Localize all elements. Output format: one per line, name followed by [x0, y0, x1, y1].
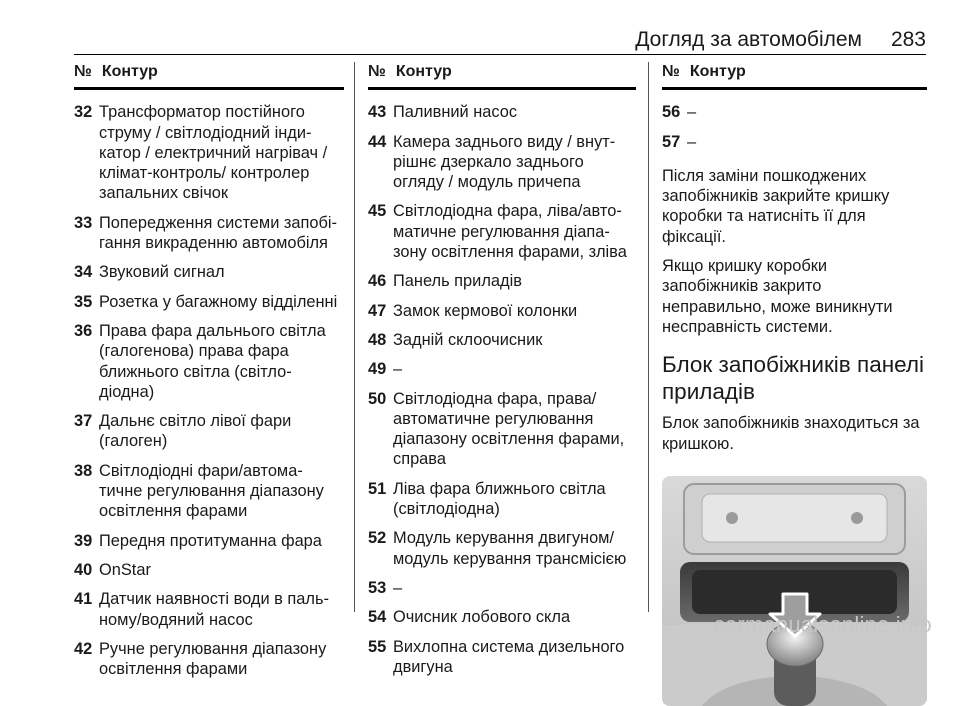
table-row [74, 102, 344, 203]
fuse-circuit: OnStar [99, 560, 151, 579]
fuse-circuit: Паливний насос [393, 103, 518, 122]
page-header [74, 28, 926, 55]
column-divider [354, 62, 355, 612]
fuse-number: 51 [368, 479, 387, 498]
fuse-circuit: – [393, 578, 403, 597]
fuse-number: 48 [368, 330, 387, 349]
fuse-number: 52 [368, 529, 387, 548]
section-title: Блок запобіжників панелі приладів [662, 352, 925, 405]
table-header [74, 62, 344, 90]
fuse-number: 44 [368, 132, 387, 151]
fuse-number: 33 [74, 213, 93, 232]
fuse-number: 38 [74, 461, 93, 480]
table-row [74, 292, 344, 312]
fuse-circuit: Передня протитуманна фара [99, 531, 322, 550]
fuse-circuit: Права фара дальнього світла (галогенова) права фара ближнього світла (світло-діодна) [99, 321, 326, 401]
fuse-number: 42 [74, 639, 93, 658]
column-1 [74, 62, 344, 688]
table-row [368, 301, 636, 321]
fuse-circuit: Панель приладів [393, 272, 522, 291]
fuse-circuit: Камера заднього виду / внут-рішнє дзеркало заднього огляду / модуль причепа [393, 132, 616, 192]
header-circuit: Контур [101, 63, 158, 80]
table-row [368, 479, 636, 520]
table-row [74, 560, 344, 580]
fuse-number: 32 [74, 103, 93, 122]
fuse-circuit: Ліва фара ближнього світла (світлодіодна) [393, 479, 606, 519]
fuse-number: 40 [74, 560, 93, 579]
fuse-number: 47 [368, 301, 387, 320]
page-number: 283 [890, 28, 926, 51]
table-row [74, 461, 344, 522]
fuse-circuit: Ручне регулювання діапазону освітлення фарами [99, 639, 327, 679]
watermark: carmanualsonline.info [713, 612, 932, 637]
table-row [662, 102, 927, 122]
page-title: Догляд за автомобілем [635, 28, 862, 51]
fuse-number: 46 [368, 272, 387, 291]
fuse-box-photo [662, 476, 927, 706]
table-row [368, 132, 636, 193]
fuse-circuit: Звуковий сигнал [99, 263, 225, 282]
fuse-circuit: – [687, 132, 697, 151]
fuse-circuit: Задній склоочисник [393, 330, 543, 349]
table-row [368, 578, 636, 598]
column-3 [662, 62, 927, 706]
fuse-circuit: Розетка у багажному відділенні [99, 292, 338, 311]
table-row [74, 639, 344, 680]
table-row [368, 389, 636, 470]
table-row [368, 102, 636, 122]
fuse-circuit: Попередження системи запобі-гання викраденню автомобіля [99, 213, 338, 253]
fuse-number: 54 [368, 608, 387, 627]
table-row [368, 607, 636, 627]
header-number: № [368, 63, 386, 80]
table-row [368, 528, 636, 569]
fuse-circuit: Дальнє світло лівої фари (галоген) [99, 412, 292, 451]
fuse-number: 53 [368, 578, 387, 597]
header-circuit: Контур [395, 63, 452, 80]
fuse-number: 45 [368, 202, 387, 221]
fuse-number: 39 [74, 531, 93, 550]
fuse-number: 55 [368, 637, 387, 656]
column-divider [648, 62, 649, 612]
table-header [662, 62, 927, 90]
table-row [74, 321, 344, 402]
fuse-circuit: – [393, 360, 403, 379]
fuse-circuit: Замок кермової колонки [393, 301, 578, 320]
fuse-circuit: Очисник лобового скла [393, 608, 571, 627]
fuse-number: 34 [74, 263, 93, 282]
header-circuit: Контур [689, 63, 746, 80]
table-header [368, 62, 636, 90]
header-number: № [662, 63, 680, 80]
fuse-circuit: Датчик наявності води в паль-ному/водяний насос [99, 590, 329, 629]
paragraph: Якщо кришку коробки запобіжників закрито неправильно, може виникнути несправність системи. [662, 257, 893, 336]
table-row [368, 330, 636, 350]
fuse-circuit: – [687, 103, 697, 122]
table-row [368, 201, 636, 262]
table-row [368, 271, 636, 291]
table-row [74, 213, 344, 254]
section-text: Блок запобіжників знаходиться за кришкою. [662, 414, 920, 453]
header-number: № [74, 63, 92, 80]
fuse-circuit: Вихлопна система дизельного двигуна [393, 637, 625, 676]
fuse-number: 37 [74, 412, 93, 431]
fuse-number: 50 [368, 389, 387, 408]
fuse-number: 36 [74, 321, 93, 340]
table-row [74, 411, 344, 452]
fuse-number: 56 [662, 103, 681, 122]
fuse-number: 35 [74, 292, 93, 311]
table-row [74, 531, 344, 551]
fuse-circuit: Світлодіодні фари/автома-тичне регулювання діапазону освітлення фарами [99, 461, 324, 521]
paragraph: Після заміни пошкоджених запобіжників закрийте кришку коробки та натисніть її для фіксації. [662, 166, 890, 246]
fuse-number: 49 [368, 360, 387, 379]
fuse-number: 41 [74, 590, 93, 609]
fuse-number: 57 [662, 132, 681, 151]
fuse-circuit: Трансформатор постійного струму / світлодіодний інди-катор / електричний нагрівач / клімат-контроль/ контролер запальних свічок [99, 103, 328, 203]
column-2 [368, 62, 636, 686]
table-row [74, 589, 344, 630]
table-row [74, 262, 344, 282]
fuse-circuit: Світлодіодна фара, права/ автоматичне регулювання діапазону освітлення фарами, справа [393, 389, 625, 469]
fuse-circuit: Світлодіодна фара, ліва/авто-матичне регулювання діапа-зону освітлення фарами, зліва [393, 202, 627, 262]
fuse-circuit: Модуль керування двигуном/ модуль керування трансмісією [393, 529, 627, 568]
table-row [368, 637, 636, 678]
table-row [662, 132, 927, 152]
table-row [368, 359, 636, 379]
fuse-number: 43 [368, 103, 387, 122]
